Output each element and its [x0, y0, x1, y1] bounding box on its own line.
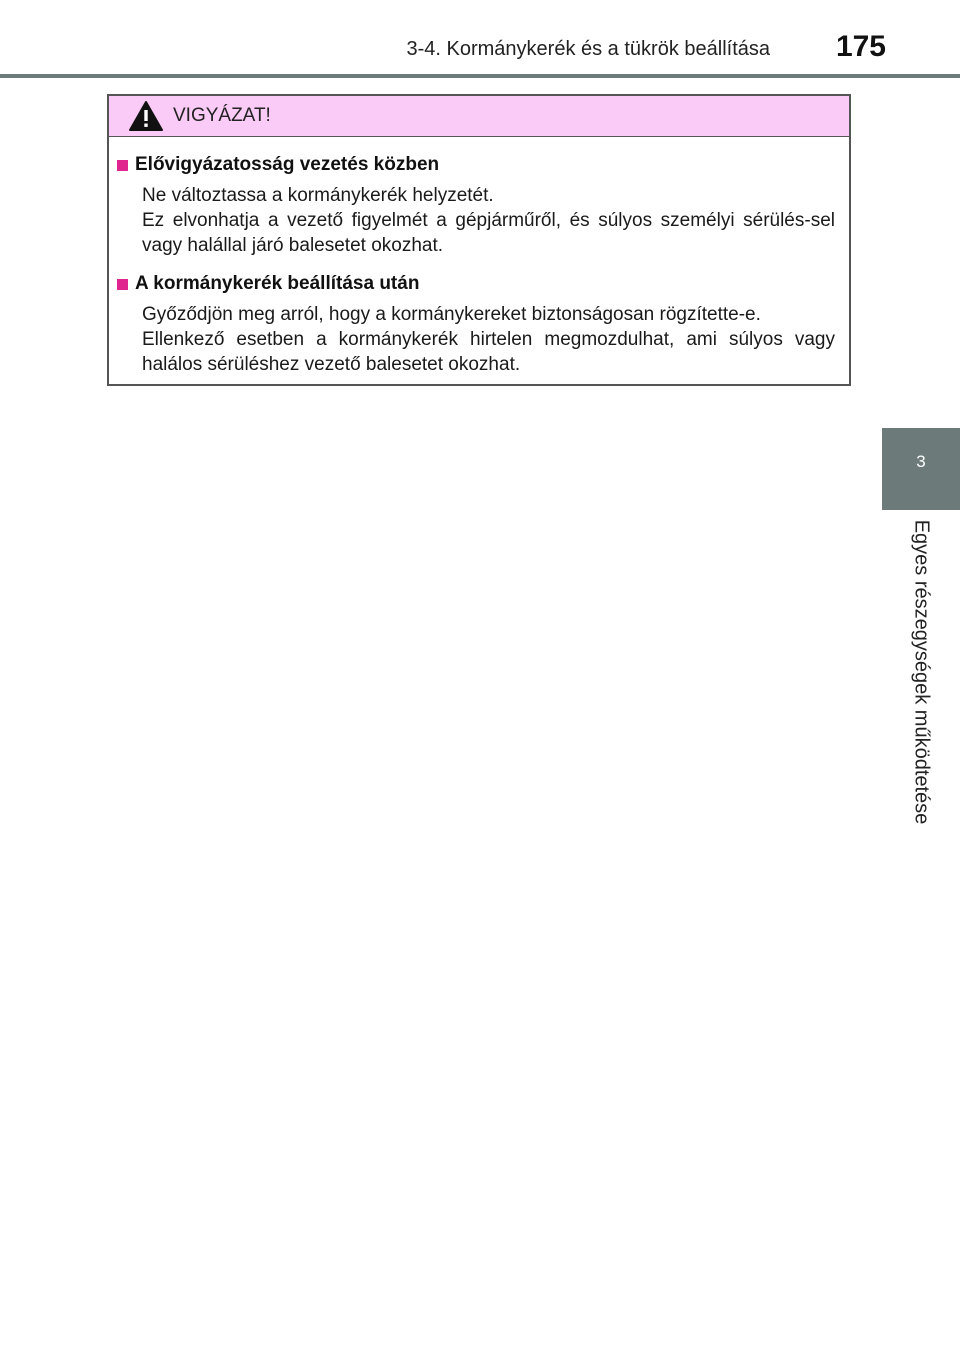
section-text [142, 302, 835, 377]
warning-header [109, 96, 849, 137]
warning-box [107, 94, 851, 386]
section-heading [117, 151, 835, 179]
square-bullet-icon [117, 279, 128, 290]
warning-title: VIGYÁZAT! [173, 105, 271, 126]
chapter-title: Egyes részegységek működtetése [910, 519, 933, 825]
chapter-number: 3 [916, 452, 926, 471]
paragraph: Ez elvonhatja a vezető figyelmét a gépjárműről, és súlyos személyi sérülés-sel vagy halállal járó balesetet okozhat. [142, 210, 835, 256]
header-rule [0, 74, 960, 78]
warning-body [109, 137, 849, 377]
paragraph: Ne változtassa a kormánykerék helyzetét. [142, 185, 494, 206]
chapter-tab [882, 428, 960, 510]
header-section-title: 3-4. Kormánykerék és a tükrök beállítása [406, 38, 770, 60]
section-heading [117, 270, 835, 298]
paragraph: Ellenkező esetben a kormánykerék hirtelen megmozdulhat, ami súlyos vagy halálos sérüléshez vezető balesetet okozhat. [142, 329, 835, 375]
warning-triangle-icon [127, 99, 165, 133]
square-bullet-icon [117, 160, 128, 171]
section-heading-text: A kormánykerék beállítása után [135, 273, 420, 294]
section-heading-text: Elővigyázatosság vezetés közben [135, 154, 440, 175]
page-number: 175 [835, 30, 886, 63]
section-text [142, 183, 835, 258]
paragraph: Győződjön meg arról, hogy a kormánykereket biztonságosan rögzítette-e. [142, 304, 761, 325]
